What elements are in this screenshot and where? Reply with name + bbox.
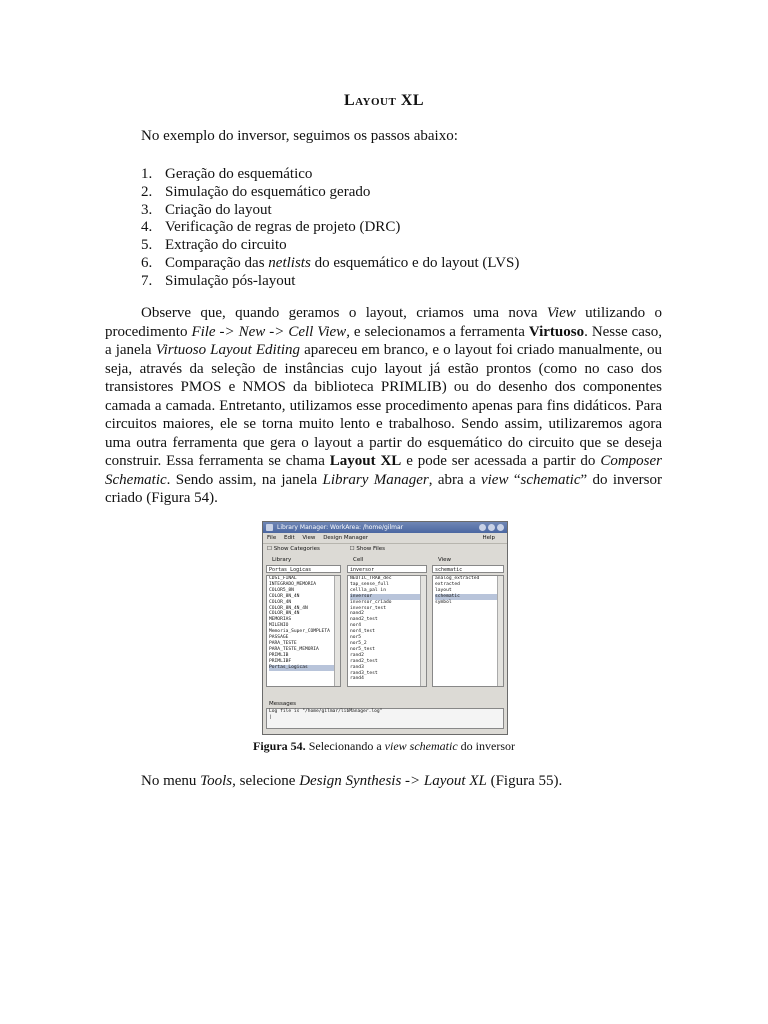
list-item: PRIMLIBF: [269, 658, 292, 664]
list-item: nor5: [350, 635, 362, 641]
list-item: PRIMLIB: [269, 652, 289, 658]
menu-file: File: [267, 535, 277, 541]
list-item: tap_sense_full: [350, 581, 389, 587]
cell-list: [347, 575, 427, 687]
view-field: schematic: [432, 565, 504, 573]
list-item: Portas_Logicas: [269, 665, 340, 671]
list-item: inversor_criado: [350, 599, 392, 605]
menu-bar: [263, 533, 507, 543]
list-item: nor4: [350, 623, 362, 629]
messages-header: Messages: [269, 701, 296, 707]
app-icon: [266, 524, 273, 531]
list-item: MEMORIAS: [269, 617, 292, 623]
list-item: nor4_test: [350, 629, 375, 635]
message-line: Log file is "/home/gilmar/libManager.log": [269, 709, 383, 714]
list-item: MILENIO: [269, 623, 289, 629]
list-item: 4. Verificação de regras de projeto (DRC): [141, 219, 401, 236]
columns: [266, 556, 504, 718]
title-smallcaps: Layout: [343, 92, 397, 109]
messages-area: [266, 708, 504, 729]
list-item: COLOR_8N_4N: [269, 593, 300, 599]
list-item: rand2: [350, 652, 364, 658]
list-item: PASSAGE: [269, 635, 289, 641]
close-icon: [497, 524, 504, 531]
list-item: rand3: [350, 664, 364, 670]
list-item: rand3_test: [350, 670, 378, 676]
scrollbar: [334, 576, 340, 686]
list-item: cellla_pal in: [350, 587, 386, 593]
list-item: layout: [435, 587, 452, 593]
view-column: [432, 556, 504, 688]
message-line: |: [269, 715, 272, 720]
minimize-icon: [479, 524, 486, 531]
options-row: [263, 543, 507, 555]
menu-view: View: [302, 535, 316, 541]
title-xl: XL: [400, 92, 425, 109]
list-item: nand2_test: [350, 617, 378, 623]
window-titlebar: [263, 522, 507, 533]
body-paragraph: Observe que, quando geramos o layout, criamos uma nova View utilizando o procedimento File -> New -> Cell View, e selecionamos a ferramenta Virtuoso. Nesse caso, a janela Virtuoso Layout Editing apareceu em branco, e o layout foi criado manualmente, ou seja, através da seleção de instâncias cujo layout já estão prontos (como no caso dos transistores PMOS e NMOS da biblioteca PRIMLIB) ou do desenho dos componentes camada a camada. Entretanto, utilizamos esse procedimento apenas para fins didáticos. Para circuitos maiores, ele se torna muito lento e trabalhoso. Sendo assim, utilizaremos agora uma outra ferramenta que gera o layout a partir do esquemático do circuito que se deseja construir. Essa ferramenta se chama Layout XL e pode ser acessada a partir do Composer Schematic. Sendo assim, na janela Library Manager, abra a view “schematic” do inversor criado (Figura 54).: [105, 305, 663, 506]
view-header: View: [438, 557, 452, 563]
list-item: nand2: [350, 611, 364, 617]
show-files-checkbox: ☐ Show Files: [349, 546, 386, 552]
list-item: 1. Geração do esquemático: [141, 166, 313, 182]
steps-list: [141, 166, 519, 291]
list-item: analog_extracted: [435, 576, 480, 581]
list-item: COLOR_4N: [269, 599, 292, 605]
list-item: inversor_test: [350, 605, 386, 611]
list-item: rand2_test: [350, 658, 378, 664]
intro-sentence: No exemplo do inversor, seguimos os passos abaixo:: [141, 128, 458, 144]
library-list: [266, 575, 341, 687]
scrollbar: [420, 576, 426, 686]
list-item: NEUTIC_TRAB_dec: [350, 576, 392, 581]
section-title: [0, 92, 768, 110]
cell-column: [347, 556, 427, 688]
list-item: nor5_test: [350, 646, 375, 652]
list-item: 3. Criação do layout: [141, 201, 272, 218]
list-item: schematic: [435, 594, 503, 600]
library-column: [266, 556, 341, 688]
list-item: 6. Comparação das netlists do esquemático e do layout (LVS): [141, 254, 520, 271]
list-item: PARA_TESTE_MEMORIA: [269, 646, 319, 652]
closing-sentence: No menu Tools, selecione Design Synthesis -> Layout XL (Figura 55).: [141, 773, 563, 789]
list-item: COLOR5_8N: [269, 587, 294, 593]
list-item: 7. Simulação pós-layout: [141, 272, 296, 289]
scrollbar: [497, 576, 503, 686]
cell-header: Cell: [353, 557, 364, 563]
view-list: [432, 575, 504, 687]
list-item: CDS1_FINAL: [269, 576, 297, 581]
show-categories-checkbox: ☐ Show Categories: [267, 546, 320, 552]
list-item: rand4: [350, 676, 364, 682]
figure-caption: Figura 54. Selecionando a view schematic do inversor: [253, 739, 515, 753]
menu-help: Help: [482, 535, 495, 541]
list-item: nor5_2: [350, 640, 367, 646]
list-item: extracted: [435, 581, 460, 587]
list-item: PARA_TESTE: [269, 640, 297, 646]
list-item: INTEGRADO_MEMORIA: [269, 581, 317, 587]
list-item: inversor: [350, 594, 426, 600]
list-item: symbol: [435, 599, 452, 605]
cell-field: inversor: [347, 565, 427, 573]
messages-panel: [266, 700, 504, 732]
library-manager-figure: [262, 521, 508, 735]
maximize-icon: [488, 524, 495, 531]
list-item: COLOR_8N_4N_4N: [269, 605, 308, 611]
menu-edit: Edit: [283, 535, 295, 541]
library-header: Library: [272, 557, 292, 563]
list-item: Memoria_Super_COMPLETA: [269, 629, 330, 635]
list-item: 5. Extração do circuito: [141, 237, 287, 254]
list-item: COLOR_8N_4N: [269, 611, 300, 617]
menu-design-manager: Design Manager: [323, 535, 369, 541]
window-title: Library Manager: WorkArea: /home/gilmar: [277, 524, 404, 531]
list-item: 2. Simulação do esquemático gerado: [141, 183, 371, 200]
library-field: Portas_Logicas: [266, 565, 341, 573]
